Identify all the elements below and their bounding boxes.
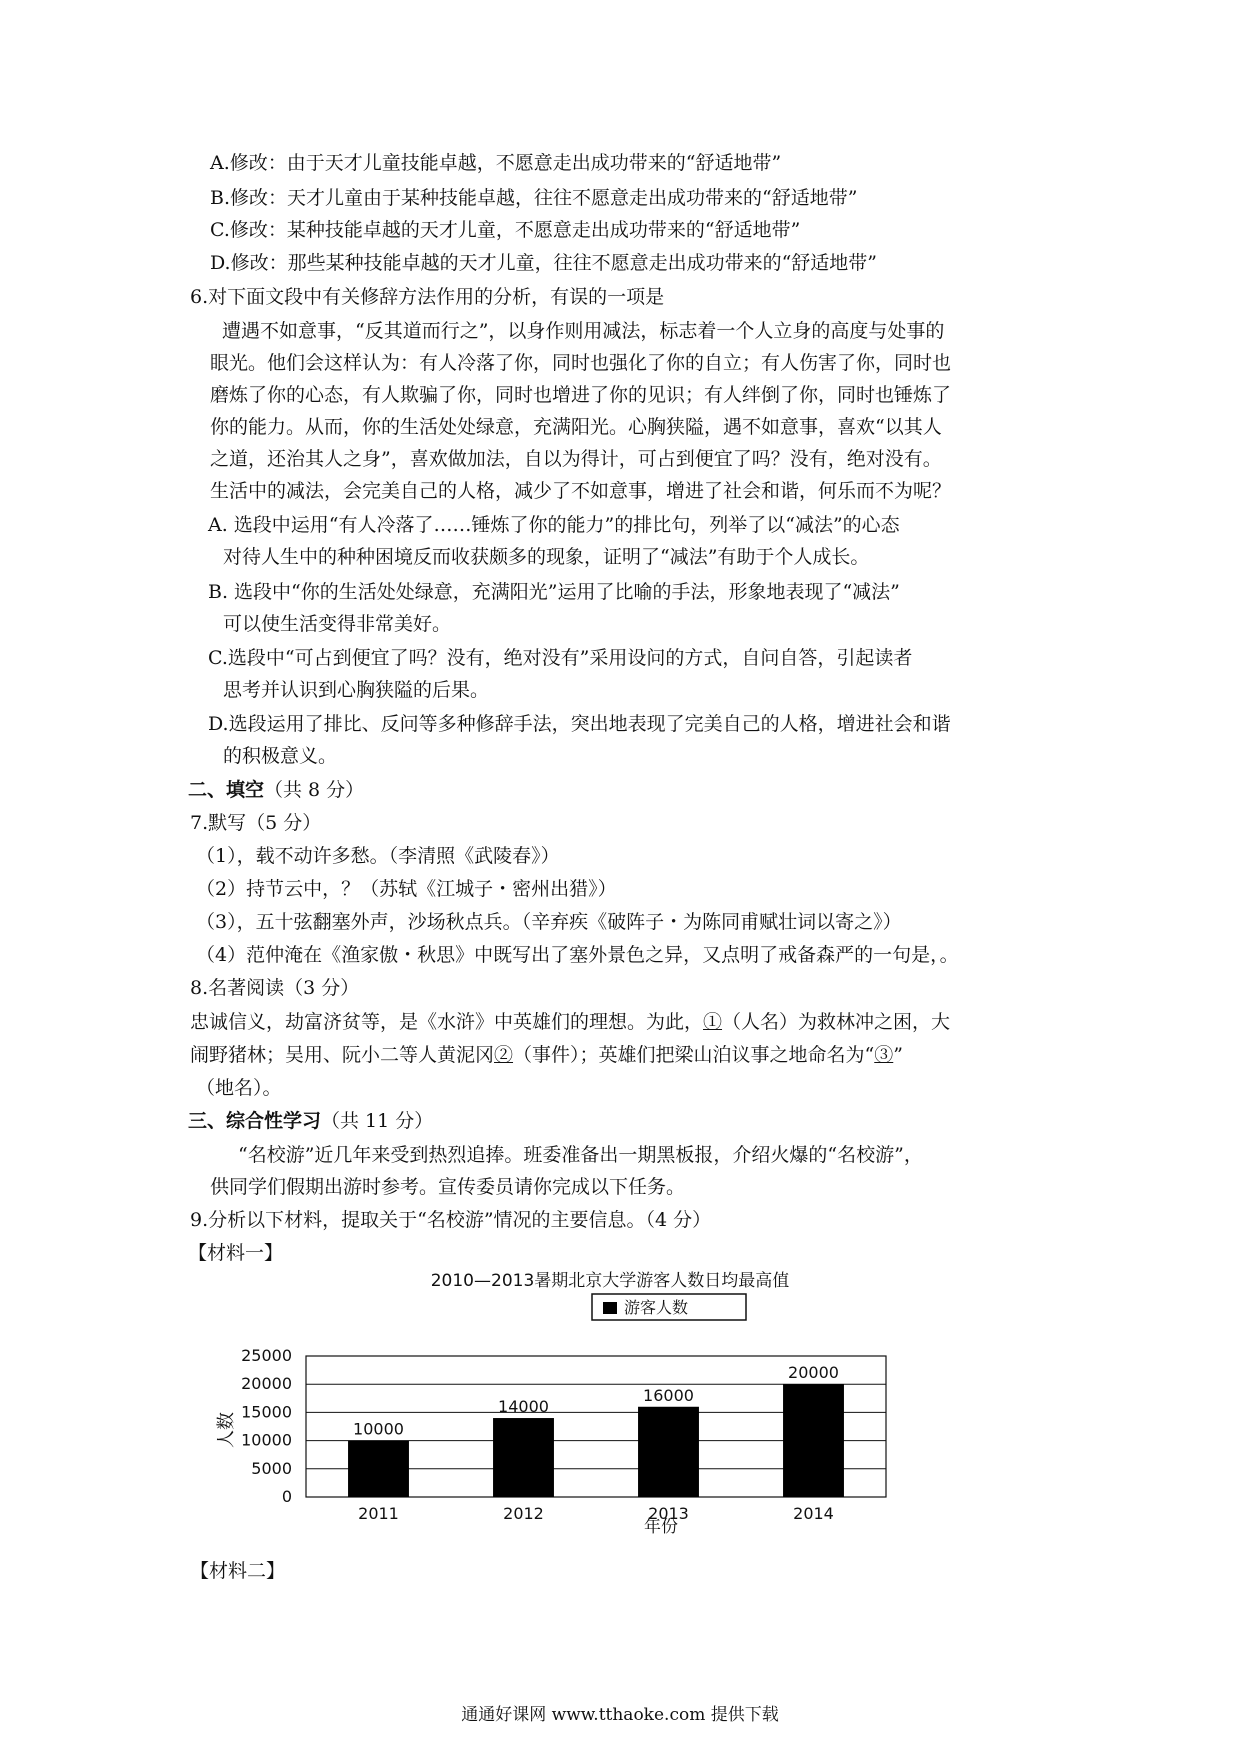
q6-passage-line: 遭遇不如意事，“反其道而行之”，以身作则用减法，标志着一个人立身的高度与处事的 — [222, 320, 945, 342]
x-tick-label: 2012 — [503, 1504, 544, 1523]
blank-1: ① — [703, 1011, 723, 1033]
blank-2: ② — [494, 1044, 514, 1066]
q7-item: （4）范仲淹在《渔家傲・秋思》中既写出了塞外景色之异，又点明了戒备森严的一句是，。 — [196, 944, 959, 966]
y-tick-label: 10000 — [241, 1430, 292, 1450]
bar — [638, 1407, 699, 1497]
data-label: 10000 — [353, 1419, 404, 1439]
footer: 通通好课网 www.tthaoke.com 提供下载 — [461, 1705, 779, 1725]
bar — [783, 1384, 844, 1497]
chart-legend — [592, 1294, 746, 1320]
data-label: 20000 — [788, 1363, 839, 1383]
material-2-label: 【材料二】 — [190, 1560, 286, 1582]
x-axis-label: 年份 — [644, 1517, 678, 1537]
q6-option-d: D.选段运用了排比、反问等多种修辞手法，突出地表现了完美自己的人格，增进社会和谐 — [208, 713, 951, 735]
q6-option-d-cont: 的积极意义。 — [223, 745, 338, 767]
q8-line — [190, 1040, 903, 1070]
data-label: 14000 — [498, 1397, 549, 1417]
y-tick-label: 20000 — [241, 1374, 292, 1394]
q7-item: （2）持节云中，？（苏轼《江城子・密州出猎》） — [196, 878, 617, 900]
y-tick-label: 15000 — [241, 1402, 292, 1422]
section-heading — [188, 1106, 433, 1136]
q8-title: 8.名著阅读（3 分） — [190, 977, 360, 999]
q6-option-b-cont: 可以使生活变得非常美好。 — [223, 613, 452, 635]
q8-text: 闹野猪林；吴用、阮小二等人黄泥冈 — [190, 1044, 495, 1066]
x-tick-label: 2014 — [793, 1504, 834, 1523]
chart-title: 2010—2013暑期北京大学游客人数日均最高值 — [430, 1271, 790, 1291]
q8-line — [190, 1007, 950, 1037]
visitor-bar-chart — [210, 1262, 1010, 1552]
q7-item: （3），五十弦翻塞外声，沙场秋点兵。（辛弃疾《破阵子・为陈同甫赋壮词以寄之》） — [196, 911, 902, 933]
q6-passage-line: 之道，还治其人之身”，喜欢做加法，自以为得计，可占到便宜了吗？没有，绝对没有。 — [210, 448, 942, 470]
q6-option-a-cont: 对待人生中的种种困境反而收获颇多的现象，证明了“减法”有助于个人成长。 — [223, 546, 870, 568]
material-1-label: 【材料一】 — [188, 1242, 284, 1264]
section-title: 三、综合性学习 — [188, 1110, 322, 1132]
q5-option-b: B.修改：天才儿童由于某种技能卓越，往往不愿意走出成功带来的“舒适地带” — [210, 187, 858, 209]
q8-text: ” — [893, 1044, 903, 1066]
q8-text: 忠诚信义，劫富济贫等，是《水浒》中英雄们的理想。为此， — [190, 1011, 704, 1033]
q5-option-a: A.修改：由于天才儿童技能卓越，不愿意走出成功带来的“舒适地带” — [210, 152, 782, 174]
q6-option-c-cont: 思考并认识到心胸狭隘的后果。 — [223, 679, 490, 701]
q6-passage-line: 生活中的减法，会完美自己的人格，减少了不如意事，增进了社会和谐，何乐而不为呢？ — [210, 480, 952, 502]
q7-title: 7.默写（5 分） — [190, 812, 322, 834]
y-axis-label: 人数 — [216, 1412, 237, 1448]
legend-swatch — [603, 1302, 617, 1314]
data-label: 16000 — [643, 1385, 694, 1405]
section-points: （共 11 分） — [321, 1110, 434, 1132]
q8-text: （事件）；英雄们把梁山泊议事之地命名为“ — [513, 1044, 875, 1066]
q6-option-c: C.选段中“可占到便宜了吗？没有，绝对没有”采用设问的方式，自问自答，引起读者 — [208, 647, 913, 669]
q6-stem: 6.对下面文段中有关修辞方法作用的分析，有误的一项是 — [190, 286, 665, 308]
y-tick-label: 0 — [281, 1487, 292, 1506]
blank-3: ③ — [874, 1044, 894, 1066]
plot-area — [241, 1346, 886, 1523]
q6-option-a: A. 选段中运用“有人冷落了……锤炼了你的能力”的排比句，列举了以“减法”的心态 — [208, 514, 900, 536]
intro-line: 供同学们假期出游时参考。宣传委员请你完成以下任务。 — [210, 1176, 686, 1198]
y-tick-label: 25000 — [241, 1346, 292, 1365]
q9-title: 9.分析以下材料，提取关于“名校游”情况的主要信息。（4 分） — [190, 1209, 712, 1231]
bar — [348, 1441, 409, 1497]
q6-passage-line: 你的能力。从而，你的生活处处绿意，充满阳光。心胸狭隘，遇不如意事，喜欢“以其人 — [210, 416, 942, 438]
x-tick-label: 2011 — [358, 1504, 399, 1523]
q7-item: （1），载不动许多愁。（李清照《武陵春》） — [196, 845, 560, 867]
q6-option-b: B. 选段中“你的生活处处绿意，充满阳光”运用了比喻的手法，形象地表现了“减法” — [208, 581, 900, 603]
section-heading — [188, 775, 364, 805]
q8-line: （地名）。 — [196, 1077, 282, 1099]
q6-passage-line: 眼光。他们会这样认为：有人冷落了你，同时也强化了你的自立；有人伤害了你，同时也 — [210, 352, 952, 374]
legend-label: 游客人数 — [624, 1298, 689, 1317]
section-title: 二、填空 — [188, 779, 265, 801]
q5-option-c: C.修改：某种技能卓越的天才儿童，不愿意走出成功带来的“舒适地带” — [210, 219, 801, 241]
q6-passage-line: 磨炼了你的心态，有人欺骗了你，同时也增进了你的见识；有人绊倒了你，同时也锤炼了 — [210, 384, 952, 406]
q5-option-d: D.修改：那些某种技能卓越的天才儿童，往往不愿意走出成功带来的“舒适地带” — [210, 252, 878, 274]
x-tick-label: 2013 — [648, 1504, 689, 1523]
bar — [493, 1418, 554, 1497]
q8-text: （人名）为救林冲之困，大 — [722, 1011, 951, 1033]
section-points: （共 8 分） — [264, 779, 365, 801]
intro-line: “名校游”近几年来受到热烈追捧。班委准备出一期黑板报，介绍火爆的“名校游”， — [238, 1144, 923, 1166]
y-tick-label: 5000 — [251, 1458, 292, 1478]
